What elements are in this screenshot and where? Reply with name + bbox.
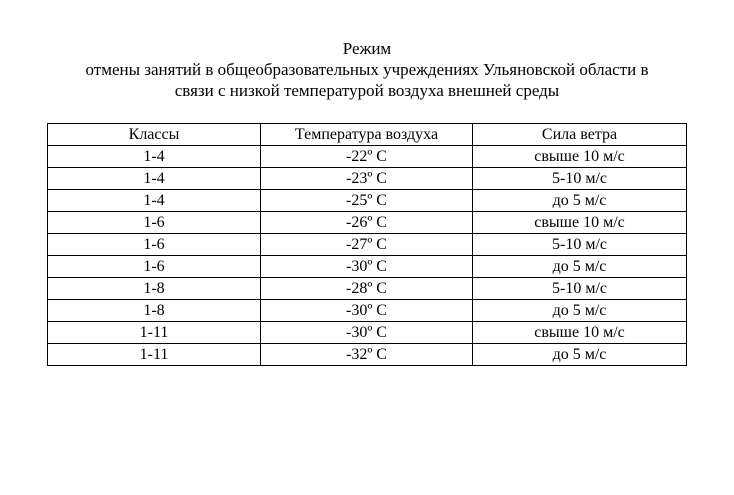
table-row <box>48 344 687 366</box>
cell-wind: до 5 м/с <box>473 190 687 212</box>
header-wind-speed: Сила ветра <box>473 124 687 146</box>
cell-grades: 1-6 <box>48 212 261 234</box>
cell-wind: 5-10 м/с <box>473 234 687 256</box>
table-header-row <box>48 124 687 146</box>
cell-temperature: -27º С <box>261 234 473 256</box>
cell-temperature: -26º С <box>261 212 473 234</box>
cell-wind: свыше 10 м/с <box>473 146 687 168</box>
table-row <box>48 168 687 190</box>
cell-grades: 1-6 <box>48 234 261 256</box>
cancellation-table <box>47 123 687 366</box>
title-line-1: Режим <box>342 39 392 58</box>
cell-temperature: -30º С <box>261 300 473 322</box>
title-line-2: отмены занятий в общеобразовательных учреждениях Ульяновской области в <box>85 60 649 79</box>
table-row <box>48 322 687 344</box>
cell-grades: 1-4 <box>48 168 261 190</box>
title-line-3: связи с низкой температурой воздуха внешней среды <box>174 81 560 100</box>
cell-wind: свыше 10 м/с <box>473 212 687 234</box>
cell-grades: 1-8 <box>48 300 261 322</box>
table-row <box>48 146 687 168</box>
cell-wind: до 5 м/с <box>473 300 687 322</box>
table-row <box>48 300 687 322</box>
cell-temperature: -28º С <box>261 278 473 300</box>
table-row <box>48 212 687 234</box>
cell-temperature: -25º С <box>261 190 473 212</box>
cell-wind: 5-10 м/с <box>473 278 687 300</box>
cell-grades: 1-8 <box>48 278 261 300</box>
document-title <box>0 38 734 101</box>
cell-temperature: -30º С <box>261 256 473 278</box>
table-row <box>48 256 687 278</box>
cell-wind: до 5 м/с <box>473 256 687 278</box>
cell-grades: 1-11 <box>48 322 261 344</box>
cell-temperature: -32º С <box>261 344 473 366</box>
cell-grades: 1-4 <box>48 190 261 212</box>
cell-temperature: -22º С <box>261 146 473 168</box>
table-row <box>48 190 687 212</box>
cell-grades: 1-11 <box>48 344 261 366</box>
cell-wind: 5-10 м/с <box>473 168 687 190</box>
table-row <box>48 278 687 300</box>
cell-temperature: -30º С <box>261 322 473 344</box>
cell-grades: 1-4 <box>48 146 261 168</box>
header-grades: Классы <box>48 124 261 146</box>
cell-wind: свыше 10 м/с <box>473 322 687 344</box>
cell-wind: до 5 м/с <box>473 344 687 366</box>
header-air-temperature: Температура воздуха <box>261 124 473 146</box>
cell-temperature: -23º С <box>261 168 473 190</box>
table-row <box>48 234 687 256</box>
cell-grades: 1-6 <box>48 256 261 278</box>
